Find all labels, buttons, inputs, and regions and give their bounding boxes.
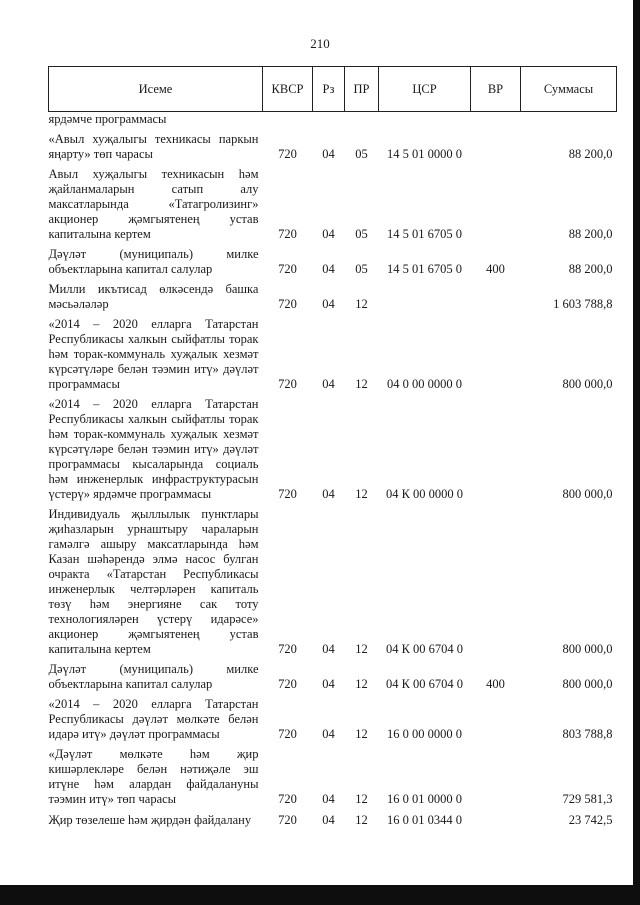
- budget-table: [48, 66, 617, 831]
- header-pr: ПР: [345, 67, 379, 112]
- row-name: Дәүләт (муниципаль) милке объектларына капитал салулар: [48, 247, 259, 276]
- row-vr: [471, 165, 521, 245]
- row-vr: [471, 130, 521, 165]
- row-rz: 04: [322, 377, 335, 391]
- row-rz: 04: [322, 727, 335, 741]
- row-pr: 12: [355, 813, 368, 827]
- row-name: Дәүләт (муниципаль) милке объектларына капитал салулар: [48, 662, 259, 691]
- row-sum: 88 200,0: [568, 262, 613, 276]
- row-csr: 14 5 01 6705 0: [387, 227, 462, 241]
- header-kvsr: КВСР: [263, 67, 313, 112]
- scan-edge-bottom: [0, 885, 640, 905]
- row-name: Авыл хуҗалыгы техникасын һәм җайланмаларын сатып алу максатларында «Татагролизинг» акционер җәмгыятенең устав капиталына кертем: [48, 167, 259, 241]
- row-sum: 800 000,0: [562, 377, 613, 391]
- row-vr: [471, 745, 521, 810]
- row-sum: 88 200,0: [568, 147, 613, 161]
- page-number: 210: [310, 36, 330, 51]
- row-name: Милли икътисад өлкәсендә башка мәсьәләләр: [48, 282, 259, 311]
- table-row: [49, 395, 617, 505]
- row-rz: 04: [322, 262, 335, 276]
- row-pr: 12: [355, 792, 368, 806]
- row-name: «2014 – 2020 елларга Татарстан Республикасы халкын сыйфатлы торак һәм торак-коммуналь хуҗалык хезмәт күрсәтүләре белән тәэмин итү» дәүләт программасы кысаларында социаль һәм инженерлык инфраструктурасын үстерү» ярдәмче программасы: [48, 397, 259, 501]
- row-sum: 800 000,0: [562, 487, 613, 501]
- row-vr: [471, 695, 521, 745]
- table-row: [49, 810, 617, 831]
- row-rz: 04: [322, 813, 335, 827]
- row-rz: 04: [322, 487, 335, 501]
- row-sum: 1 603 788,8: [553, 297, 613, 311]
- row-name: Индивидуаль җыллылык пунктлары җиһазларын урнаштыру чараларын гамәлгә ашыру максатларында һәм Казан шәһәрендә элмә насос булган очракта «Татарстан Республикасы инженерлык челтәрләрен капиталь төзү һәм энергияне сак тоту технологияләрен үстерү идарәсе» акционер җәмгыятенең устав капиталына кертем: [48, 507, 259, 656]
- table-row: [49, 165, 617, 245]
- row-vr: [471, 280, 521, 315]
- row-csr: 04 К 00 0000 0: [385, 487, 464, 501]
- row-kvsr: 720: [278, 677, 297, 691]
- header-rz: Рз: [313, 67, 345, 112]
- row-rz: 04: [322, 677, 335, 691]
- table-row: [49, 130, 617, 165]
- table-row: [49, 695, 617, 745]
- row-sum: 23 742,5: [568, 813, 613, 827]
- row-pr: 12: [355, 377, 368, 391]
- row-rz: 04: [322, 297, 335, 311]
- row-rz: [313, 112, 345, 131]
- row-vr: 400: [486, 677, 505, 691]
- row-vr: 400: [486, 262, 505, 276]
- row-kvsr: 720: [278, 377, 297, 391]
- row-csr: 16 0 01 0000 0: [387, 792, 462, 806]
- row-kvsr: 720: [278, 297, 297, 311]
- row-csr: 14 5 01 6705 0: [387, 262, 462, 276]
- row-kvsr: 720: [278, 792, 297, 806]
- row-kvsr: 720: [278, 727, 297, 741]
- header-csr: ЦСР: [379, 67, 471, 112]
- table-row: [49, 745, 617, 810]
- row-kvsr: 720: [278, 487, 297, 501]
- row-pr: 05: [355, 262, 368, 276]
- row-csr: [379, 112, 471, 131]
- row-name: «Дәүләт мөлкәте һәм җир кишәрлекләре белән нәтиҗәле эш итүне һәм алардан файдалануны тәэмин итү» төп чарасы: [48, 747, 259, 806]
- row-sum: 800 000,0: [562, 642, 613, 656]
- row-pr: 05: [355, 227, 368, 241]
- row-name: «Авыл хуҗалыгы техникасы паркын яңарту» төп чарасы: [48, 132, 259, 161]
- header-sum: Суммасы: [521, 67, 617, 112]
- row-rz: 04: [322, 792, 335, 806]
- row-vr: [471, 395, 521, 505]
- scan-edge-right: [633, 0, 640, 905]
- row-csr: 04 К 00 6704 0: [385, 642, 464, 656]
- row-csr: 04 0 00 0000 0: [387, 377, 462, 391]
- row-kvsr: 720: [278, 147, 297, 161]
- row-pr: 12: [355, 642, 368, 656]
- table-row: [49, 112, 617, 131]
- row-vr: [471, 315, 521, 395]
- row-pr: 12: [355, 727, 368, 741]
- table-row: [49, 660, 617, 695]
- row-csr: 14 5 01 0000 0: [387, 147, 462, 161]
- row-kvsr: [263, 112, 313, 131]
- table-row: [49, 505, 617, 660]
- row-pr: 12: [355, 297, 368, 311]
- row-sum: 88 200,0: [568, 227, 613, 241]
- row-name: ярдәмче программасы: [48, 112, 167, 126]
- table-row: [49, 280, 617, 315]
- row-csr: 16 0 00 0000 0: [387, 727, 462, 741]
- row-csr: [379, 280, 471, 315]
- row-kvsr: 720: [278, 642, 297, 656]
- row-name: Җир төзелеше һәм җирдән файдалану: [48, 813, 252, 827]
- row-rz: 04: [322, 642, 335, 656]
- row-csr: 16 0 01 0344 0: [387, 813, 462, 827]
- table-row: [49, 315, 617, 395]
- row-vr: [471, 112, 521, 131]
- row-name: «2014 – 2020 елларга Татарстан Республикасы халкын сыйфатлы торак һәм торак-коммуналь хуҗалык хезмәт күрсәтүләре белән тәэмин итү» дәүләт программасы: [48, 317, 259, 391]
- row-csr: 04 К 00 6704 0: [385, 677, 464, 691]
- table-header-row: [49, 67, 617, 112]
- header-name: Исеме: [49, 67, 263, 112]
- table-row: [49, 245, 617, 280]
- row-kvsr: 720: [278, 262, 297, 276]
- row-rz: 04: [322, 147, 335, 161]
- row-sum: 803 788,8: [562, 727, 613, 741]
- row-pr: 12: [355, 487, 368, 501]
- row-vr: [471, 810, 521, 831]
- row-kvsr: 720: [278, 227, 297, 241]
- row-rz: 04: [322, 227, 335, 241]
- row-sum: 729 581,3: [562, 792, 613, 806]
- row-sum: [521, 112, 617, 131]
- row-pr: [345, 112, 379, 131]
- row-sum: 800 000,0: [562, 677, 613, 691]
- row-pr: 12: [355, 677, 368, 691]
- row-vr: [471, 505, 521, 660]
- header-vr: ВР: [471, 67, 521, 112]
- row-name: «2014 – 2020 елларга Татарстан Республикасы дәүләт мөлкәте белән идарә итү» дәүләт программасы: [48, 697, 259, 741]
- row-kvsr: 720: [278, 813, 297, 827]
- row-pr: 05: [355, 147, 368, 161]
